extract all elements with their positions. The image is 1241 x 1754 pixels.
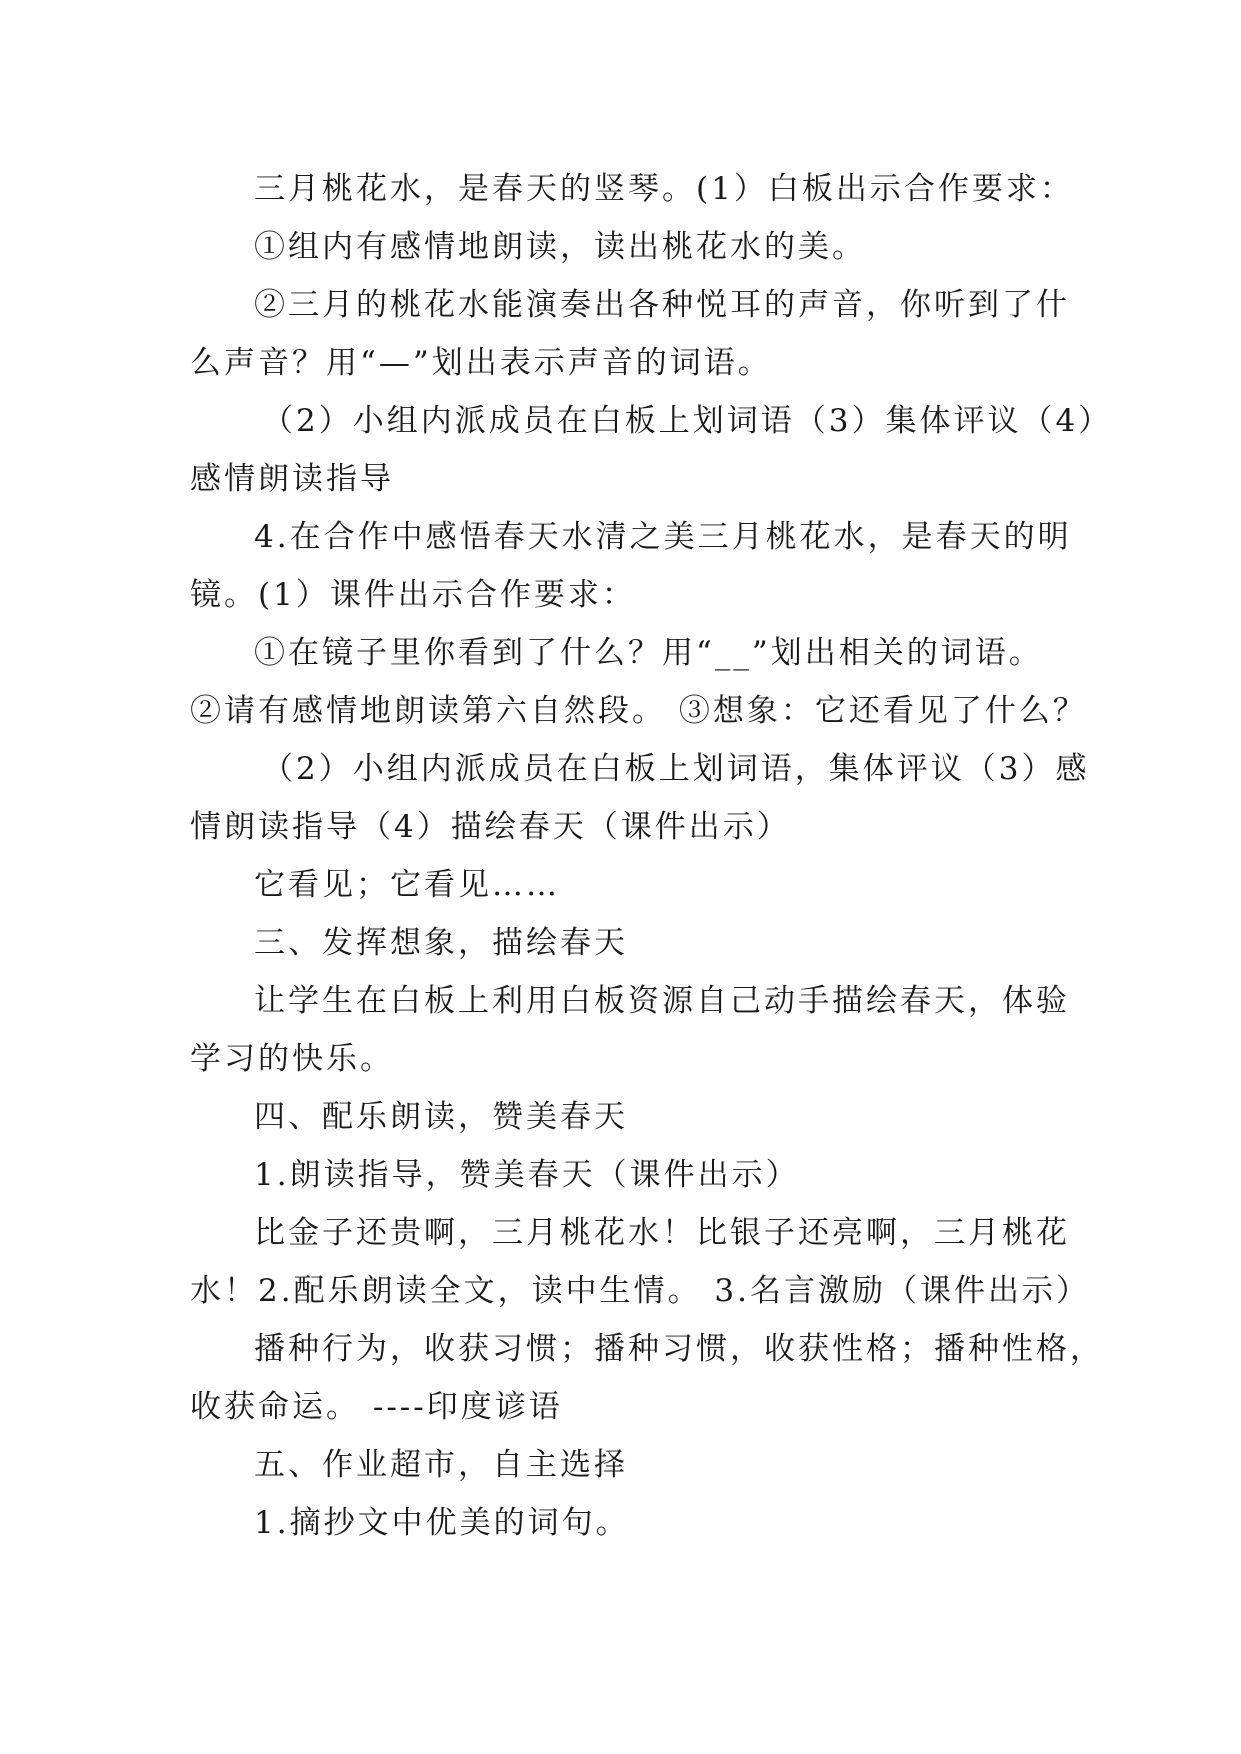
text-line: 1.摘抄文中优美的词句。 (254, 1505, 630, 1541)
text-line: 收获命运。 ----印度谚语 (190, 1389, 563, 1425)
text-line: 4.在合作中感悟春天水清之美三月桃花水，是春天的明 (254, 519, 1072, 555)
text-line: （2）小组内派成员在白板上划词语（3）集体评议（4） (262, 403, 1113, 439)
text-line: 感情朗读指导 (190, 461, 394, 497)
text-line: 三月桃花水，是春天的竖琴。(1）白板出示合作要求： (254, 171, 1074, 207)
text-line: 让学生在白板上利用白板资源自己动手描绘春天，体验 (254, 983, 1070, 1019)
section-heading: 四、配乐朗读，赞美春天 (254, 1099, 628, 1135)
text-line: 学习的快乐。 (190, 1041, 394, 1077)
text-line: 水！2.配乐朗读全文，读中生情。 3.名言激励（课件出示） (190, 1273, 1091, 1309)
section-heading: 五、作业超市，自主选择 (254, 1447, 628, 1483)
text-line: （2）小组内派成员在白板上划词语，集体评议（3）感 (262, 751, 1090, 787)
section-heading: 三、发挥想象，描绘春天 (254, 925, 628, 961)
document-body (190, 160, 1113, 1552)
text-line: 比金子还贵啊，三月桃花水！比银子还亮啊，三月桃花 (254, 1215, 1070, 1251)
text-line: 它看见；它看见…… (254, 867, 560, 903)
text-line: 镜。(1）课件出示合作要求： (190, 577, 636, 613)
text-line: ②请有感情地朗读第六自然段。 ③想象：它还看见了什么？ (190, 693, 1087, 729)
text-line: ①组内有感情地朗读，读出桃花水的美。 (254, 229, 866, 265)
text-line: 播种行为，收获习惯；播种习惯，收获性格；播种性格， (254, 1331, 1104, 1367)
text-line: 1.朗读指导，赞美春天（课件出示） (254, 1157, 800, 1193)
text-line: 情朗读指导（4）描绘春天（课件出示） (190, 809, 791, 845)
text-line: 么声音？用“—”划出表示声音的词语。 (190, 345, 772, 381)
text-line: ①在镜子里你看到了什么？用“__”划出相关的词语。 (254, 635, 1043, 671)
text-line: ②三月的桃花水能演奏出各种悦耳的声音，你听到了什 (254, 287, 1070, 323)
